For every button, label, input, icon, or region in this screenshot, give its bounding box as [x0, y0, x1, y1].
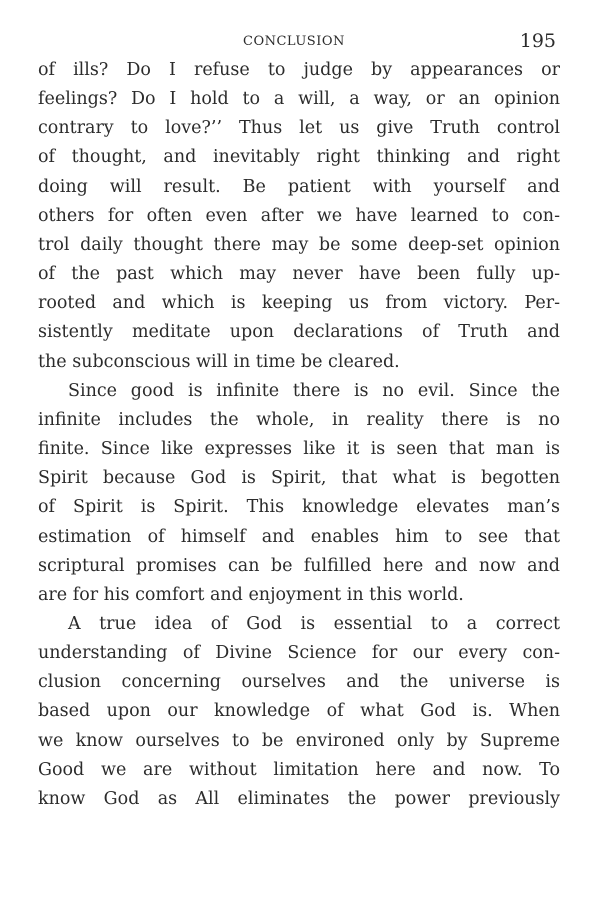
paragraph [38, 610, 560, 814]
text-line: we know ourselves to be environed only by Supreme [38, 730, 560, 751]
text-line: based upon our knowledge of what God is. When [38, 701, 560, 722]
text-line: Since good is infinite there is no evil. Since the [68, 380, 560, 401]
text-line: understanding of Divine Science for our every con- [38, 643, 560, 664]
text-line: trol daily thought there may be some deep-set opinion [38, 234, 560, 255]
running-head: CONCLUSION [243, 34, 345, 49]
text-line: sistently meditate upon declarations of Truth and [38, 322, 560, 343]
page-header [38, 30, 560, 56]
text-line: of thought, and inevitably right thinking and right [38, 147, 560, 168]
text-line: doing will result. Be patient with yourself and [38, 176, 560, 197]
text-line: infinite includes the whole, in reality there is no [38, 409, 560, 430]
text-line: rooted and which is keeping us from victory. Per- [38, 293, 560, 314]
text-line: scriptural promises can be fulfilled here and now and [38, 555, 560, 576]
paragraph [38, 56, 560, 377]
text-line: of ills? Do I refuse to judge by appearances or [38, 60, 560, 80]
text-line: of the past which may never have been fully up- [38, 264, 560, 285]
text-line: the subconscious will in time be cleared. [38, 351, 400, 372]
text-line: clusion concerning ourselves and the universe is [38, 672, 560, 693]
text-line: contrary to love?’’ Thus let us give Truth control [38, 118, 560, 139]
text-line: finite. Since like expresses like it is seen that man is [38, 439, 560, 460]
text-line: others for often even after we have learned to con- [38, 205, 560, 226]
text-line: Good we are without limitation here and now. To [38, 759, 560, 780]
text-line: of Spirit is Spirit. This knowledge elevates man’s [38, 497, 560, 518]
text-line: Spirit because God is Spirit, that what is begotten [38, 468, 560, 489]
paragraph [38, 377, 560, 610]
text-line: A true idea of God is essential to a correct [68, 613, 560, 634]
text-line: are for his comfort and enjoyment in this world. [38, 584, 464, 605]
text-line: estimation of himself and enables him to see that [38, 526, 560, 547]
page-number: 195 [519, 30, 556, 52]
page-body [38, 56, 560, 814]
text-line: know God as All eliminates the power previously [38, 788, 560, 809]
text-line: feelings? Do I hold to a will, a way, or an opinion [38, 89, 560, 110]
